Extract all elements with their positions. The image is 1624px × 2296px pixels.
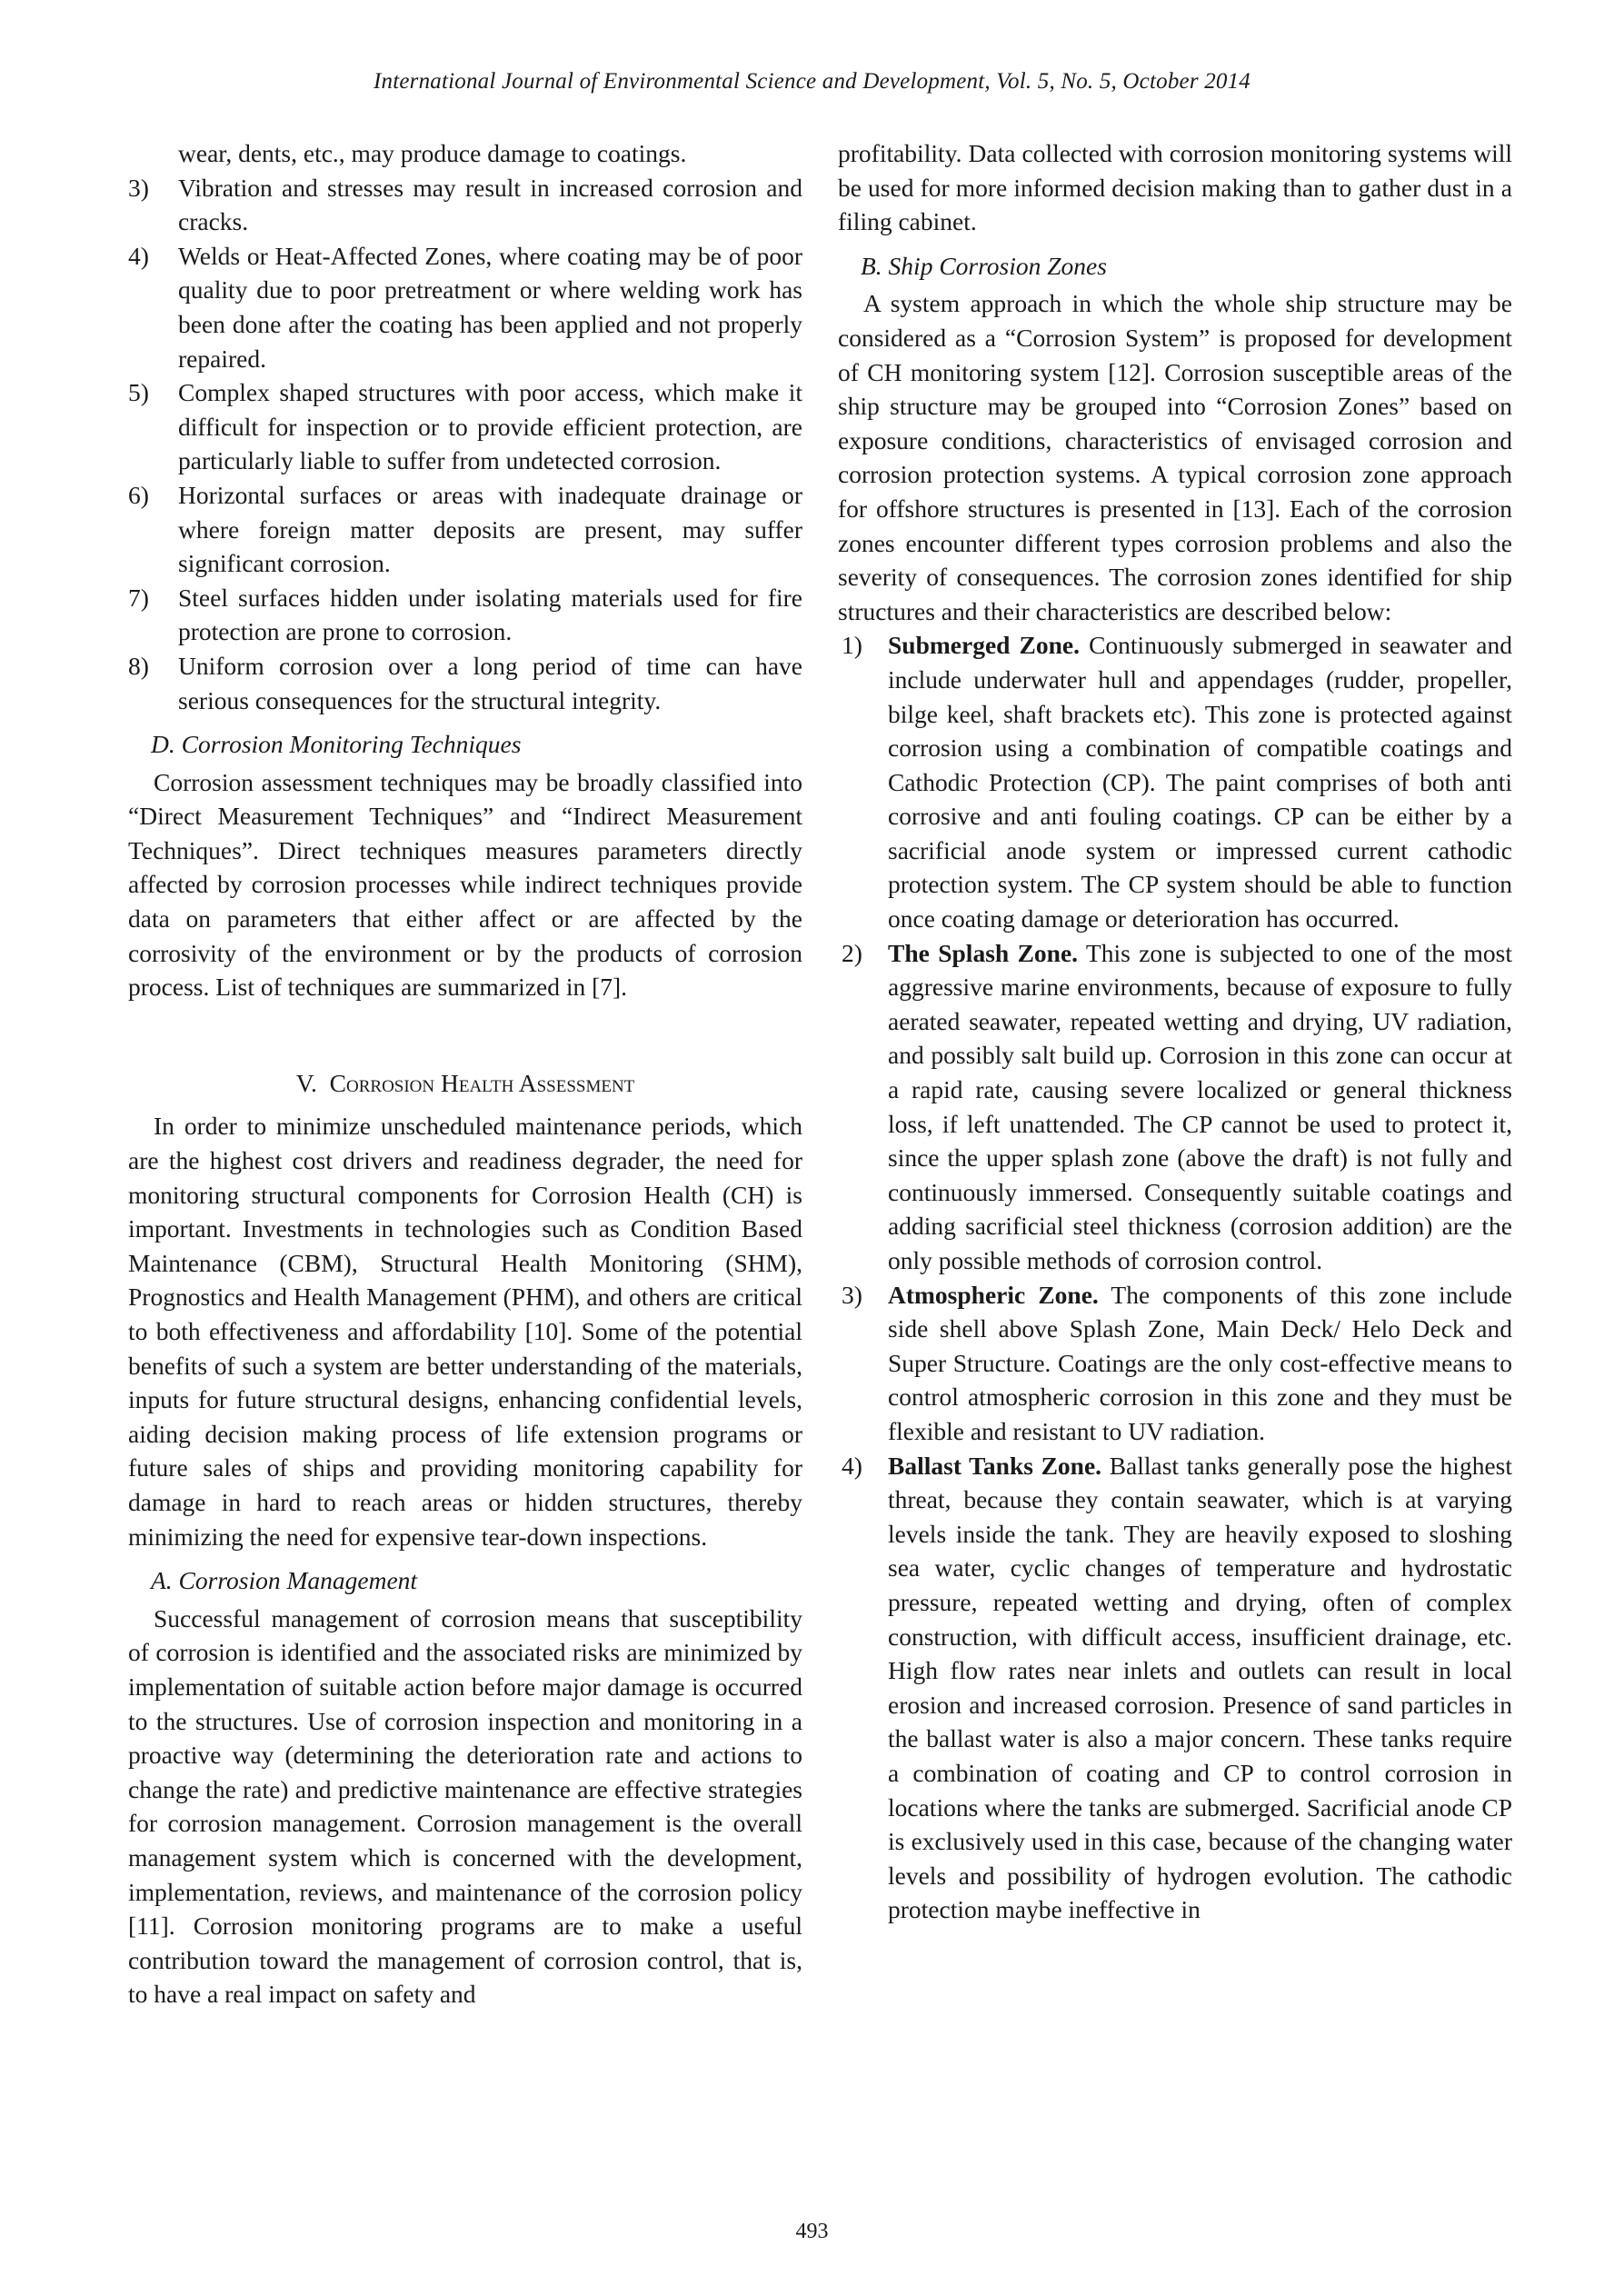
list-number: 3) [128, 173, 149, 202]
paragraph-ship-corrosion-zones: A system approach in which the whole ship structure may be considered as a “Corrosion System” is proposed for development of CH monitoring system [12]. Corrosion susceptible areas of the ship structure may be grouped into “Corrosion Zones” based on exposure conditions, characteristics of envisaged corrosion and corrosion protection systems. A typical corrosion zone approach for offshore structures is presented in [13]. Each of the corrosion zones encounter different types corrosion problems and also the severity of consequences. The corrosion zones identified for ship structures and their characteristics are described below: [838, 289, 1512, 625]
zone-description: The components of this zone include side shell above Splash Zone, Main Deck/ Helo Deck and Super Structure. Coatings are the only cost-effective means to control atmospheric corrosion in this zone and they must be flexible and resistant to UV radiation. [888, 1280, 1512, 1445]
zone-item [838, 1278, 1512, 1449]
list-continuation: wear, dents, etc., may produce damage to coatings. [178, 139, 687, 167]
list-item [128, 375, 802, 478]
list-number: 4) [128, 241, 149, 270]
zone-title: The Splash Zone. [888, 938, 1079, 967]
section-heading-v [128, 1066, 802, 1101]
zone-title: Ballast Tanks Zone. [888, 1451, 1102, 1480]
list-item-text: Vibration and stresses may result in increased corrosion and cracks. [178, 173, 802, 236]
paragraph-continuation: profitability. Data collected with corrosion monitoring systems will be used for more informed decision making than to gather dust in a filing cabinet. [838, 139, 1512, 236]
paragraph-corrosion-management: Successful management of corrosion means that susceptibility of corrosion is identified and the associated risks are minimized by implementation of suitable action before major damage is occurred to the structures. Use of corrosion inspection and monitoring in a proactive way (determining the deterioration rate and actions to change the rate) and predictive maintenance are effective strategies for corrosion management. Corrosion management is the overall management system which is concerned with the development, implementation, reviews, and maintenance of the corrosion policy [11]. Corrosion monitoring programs are to make a useful contribution toward the management of corrosion control, that is, to have a real impact on safety and [128, 1603, 802, 2009]
vulnerability-list [128, 171, 802, 718]
subsection-heading-d: D. Corrosion Monitoring Techniques [151, 730, 522, 759]
list-number: 5) [128, 378, 149, 407]
zone-description: Continuously submerged in seawater and include underwater hull and appendages (rudder, propeller, bilge keel, shaft brackets etc). This zone is protected against corrosion using a combination of compatible coatings and Cathodic Protection (CP). The paint comprises of both anti corrosive and anti fouling coatings. CP can be either by a sacrificial anode system or impressed current cathodic protection system. The CP system should be able to function once coating damage or deterioration has occurred. [888, 631, 1512, 933]
list-item [128, 649, 802, 717]
zone-description: This zone is subjected to one of the most aggressive marine environments, because of exposure to fully aerated seawater, repeated wetting and drying, UV radiation, and possibly salt build up. Corrosion in this zone can occur at a rapid rate, causing severe localized or general thickness loss, if left unattended. The CP cannot be used to protect it, since the upper splash zone (above the draft) is not fully and continuously immersed. Consequently suitable coatings and adding sacrificial steel thickness (corrosion addition) are the only possible methods of corrosion control. [888, 938, 1512, 1274]
zone-item [838, 936, 1512, 1278]
list-item-text: Uniform corrosion over a long period of time can have serious consequences for the structural integrity. [178, 651, 802, 714]
list-number: 4) [842, 1451, 862, 1480]
list-number: 1) [842, 631, 862, 660]
corrosion-zones-list [838, 628, 1512, 1927]
zone-description: Ballast tanks generally pose the highest threat, because they contain seawater, which is at varying levels inside the tank. They are heavily exposed to sloshing sea water, cyclic changes of temperature and hydrostatic pressure, repeated wetting and drying, often of complex construction, with difficult access, insufficient drainage, etc. High flow rates near inlets and outlets can result in local erosion and increased corrosion. Presence of sand particles in the ballast water is also a major concern. These tanks require a combination of coating and CP to control corrosion in locations where the tanks are submerged. Sacrificial anode CP is exclusively used in this case, because of the changing water levels and possibility of hydrogen evolution. The cathodic protection maybe ineffective in [888, 1451, 1512, 1924]
subsection-heading-b: B. Ship Corrosion Zones [861, 251, 1107, 280]
zone-item [838, 628, 1512, 935]
list-number: 7) [128, 583, 149, 612]
zone-title: Atmospheric Zone. [888, 1280, 1099, 1309]
list-number: 2) [842, 938, 862, 967]
list-number: 3) [842, 1280, 862, 1309]
running-header: International Journal of Environmental Science and Development, Vol. 5, No. 5, October 2014 [373, 69, 1250, 94]
subsection-heading-a: A. Corrosion Management [151, 1566, 418, 1595]
list-item-text: Complex shaped structures with poor access, which make it difficult for inspection or to provide efficient protection, are particularly liable to suffer from undetected corrosion. [178, 378, 802, 475]
list-number: 8) [128, 651, 149, 680]
page-number: 493 [795, 2220, 829, 2243]
section-number: V. [295, 1068, 317, 1097]
list-number: 6) [128, 480, 149, 509]
section-title: Corrosion Health Assessment [329, 1068, 635, 1097]
list-item-text: Steel surfaces hidden under isolating materials used for fire protection are prone to corrosion. [178, 583, 802, 646]
zone-item [838, 1449, 1512, 1927]
list-item [128, 239, 802, 375]
list-item-text: Welds or Heat-Affected Zones, where coating may be of poor quality due to poor pretreatment or where welding work has been done after the coating has been applied and not properly repaired. [178, 241, 802, 373]
zone-title: Submerged Zone. [888, 631, 1080, 660]
paragraph-monitoring-techniques: Corrosion assessment techniques may be broadly classified into “Direct Measurement Techniques” and “Indirect Measurement Techniques”. Direct techniques measures parameters directly affected by corrosion processes while indirect techniques provide data on parameters that either affect or are affected by the corrosivity of the environment or by the products of corrosion process. List of techniques are summarized in [7]. [128, 767, 802, 1002]
left-column [128, 136, 802, 2011]
list-item [128, 171, 802, 239]
list-item [128, 478, 802, 581]
list-item [128, 581, 802, 649]
paragraph-health-assessment: In order to minimize unscheduled maintenance periods, which are the highest cost drivers and readiness degrader, the need for monitoring structural components for Corrosion Health (CH) is important. Investments in technologies such as Condition Based Maintenance (CBM), Structural Health Monitoring (SHM), Prognostics and Health Management (PHM), and others are critical to both effectiveness and affordability [10]. Some of the potential benefits of such a system are better understanding of the materials, inputs for future structural designs, enhancing confidential levels, aiding decision making process of life extension programs or future sales of ships and providing monitoring capability for damage in hard to reach areas or hidden structures, thereby minimizing the need for expensive tear-down inspections. [128, 1112, 802, 1551]
list-item-text: Horizontal surfaces or areas with inadequate drainage or where foreign matter deposits are present, may suffer significant corrosion. [178, 480, 802, 578]
right-column [838, 136, 1512, 1927]
